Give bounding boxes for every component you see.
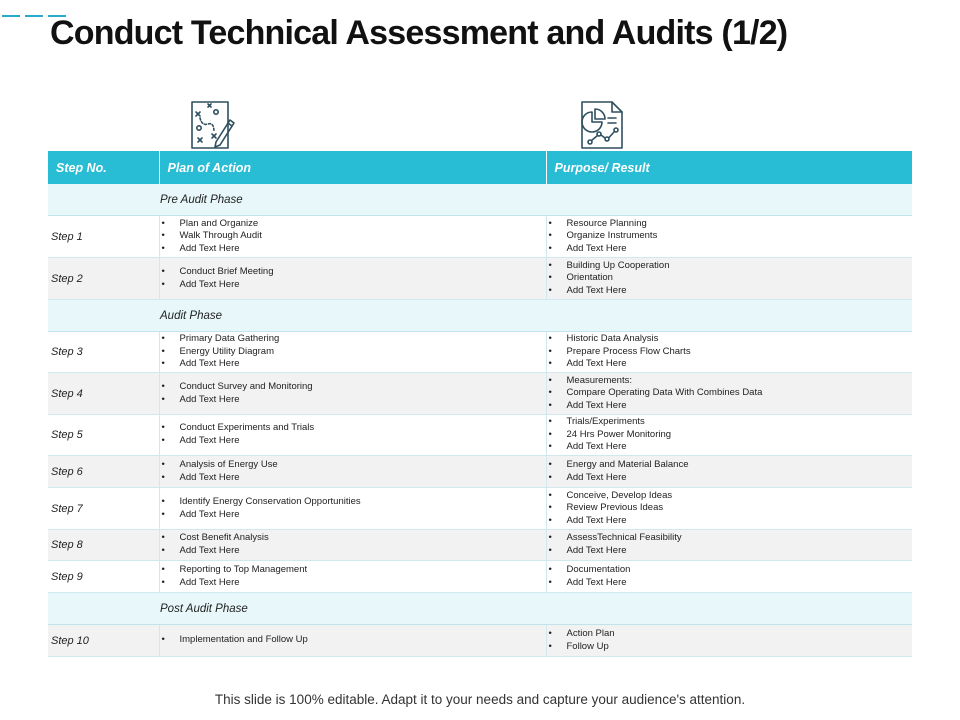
- list-item: • Cost Benefit Analysis: [160, 532, 546, 545]
- bullet-list: [547, 628, 913, 653]
- list-item: • Add Text Here: [547, 545, 913, 558]
- list-item: • Add Text Here: [160, 358, 546, 371]
- phase-label: Audit Phase: [48, 300, 912, 332]
- plan-of-action-cell: [159, 415, 546, 456]
- list-item: • Add Text Here: [547, 515, 913, 528]
- page-title: Conduct Technical Assessment and Audits (1/2): [50, 14, 788, 52]
- step-number: Step 4: [48, 373, 159, 415]
- header-purpose-result: Purpose/ Result: [546, 151, 912, 184]
- plan-of-action-cell: [159, 373, 546, 415]
- list-item: • Add Text Here: [547, 472, 913, 485]
- phase-label: Post Audit Phase: [48, 593, 912, 625]
- phase-label: Pre Audit Phase: [48, 184, 912, 216]
- step-number: Step 7: [48, 488, 159, 530]
- list-item: • Add Text Here: [160, 394, 546, 407]
- list-item: • Add Text Here: [547, 243, 913, 256]
- list-item: • Documentation: [547, 564, 913, 577]
- bullet-list: [160, 496, 546, 521]
- purpose-result-cell: [546, 488, 912, 530]
- table-row: [48, 332, 912, 373]
- list-item: • Add Text Here: [547, 400, 913, 413]
- list-item: • Analysis of Energy Use: [160, 459, 546, 472]
- table-row: [48, 216, 912, 258]
- plan-of-action-cell: [159, 530, 546, 561]
- plan-of-action-cell: [159, 332, 546, 373]
- bullet-list: [160, 381, 546, 406]
- bullet-list: [547, 218, 913, 256]
- table-header-row: [48, 151, 912, 184]
- table-row: [48, 625, 912, 657]
- step-number: Step 6: [48, 456, 159, 488]
- header-plan-of-action: Plan of Action: [159, 151, 546, 184]
- list-item: • Add Text Here: [547, 441, 913, 454]
- list-item: • Reporting to Top Management: [160, 564, 546, 577]
- bullet-list: [547, 333, 913, 371]
- list-item: • Building Up Cooperation: [547, 260, 913, 273]
- bullet-list: [160, 422, 546, 447]
- table-row: [48, 488, 912, 530]
- purpose-result-cell: [546, 258, 912, 300]
- bullet-list: [547, 564, 913, 589]
- table-row: [48, 258, 912, 300]
- list-item: • Review Previous Ideas: [547, 502, 913, 515]
- list-item: • Conduct Brief Meeting: [160, 266, 546, 279]
- purpose-result-cell: [546, 625, 912, 657]
- phase-row: [48, 300, 912, 332]
- list-item: • Add Text Here: [160, 577, 546, 590]
- bullet-list: [160, 333, 546, 371]
- list-item: • Add Text Here: [160, 435, 546, 448]
- bullet-list: [547, 532, 913, 557]
- list-item: • Orientation: [547, 272, 913, 285]
- list-item: • Add Text Here: [160, 509, 546, 522]
- purpose-result-cell: [546, 456, 912, 488]
- phase-row: [48, 593, 912, 625]
- bullet-list: [547, 375, 913, 413]
- step-number: Step 10: [48, 625, 159, 657]
- list-item: • Add Text Here: [547, 358, 913, 371]
- list-item: • Historic Data Analysis: [547, 333, 913, 346]
- list-item: • Conceive, Develop Ideas: [547, 490, 913, 503]
- table-row: [48, 561, 912, 593]
- purpose-result-cell: [546, 373, 912, 415]
- list-item: • Organize Instruments: [547, 230, 913, 243]
- list-item: • Primary Data Gathering: [160, 333, 546, 346]
- purpose-result-cell: [546, 332, 912, 373]
- bullet-list: [547, 459, 913, 484]
- list-item: • 24 Hrs Power Monitoring: [547, 429, 913, 442]
- list-item: • Prepare Process Flow Charts: [547, 346, 913, 359]
- step-number: Step 5: [48, 415, 159, 456]
- list-item: • Conduct Experiments and Trials: [160, 422, 546, 435]
- purpose-result-cell: [546, 216, 912, 258]
- footer-note: This slide is 100% editable. Adapt it to your needs and capture your audience's attention.: [214, 692, 746, 707]
- strategy-plan-icon: [186, 98, 238, 157]
- header-step-no: Step No.: [48, 151, 159, 184]
- bullet-list: [160, 564, 546, 589]
- list-item: • Add Text Here: [160, 472, 546, 485]
- bullet-list: [547, 490, 913, 528]
- list-item: • Add Text Here: [547, 285, 913, 298]
- plan-of-action-cell: [159, 216, 546, 258]
- list-item: • Measurements:: [547, 375, 913, 388]
- bullet-list: [547, 260, 913, 298]
- bullet-list: [160, 218, 546, 256]
- list-item: • Plan and Organize: [160, 218, 546, 231]
- step-number: Step 3: [48, 332, 159, 373]
- step-number: Step 1: [48, 216, 159, 258]
- bullet-list: [160, 532, 546, 557]
- list-item: • Compare Operating Data With Combines Data: [547, 387, 913, 400]
- plan-of-action-cell: [159, 488, 546, 530]
- plan-of-action-cell: [159, 561, 546, 593]
- purpose-result-cell: [546, 530, 912, 561]
- list-item: • Add Text Here: [160, 243, 546, 256]
- bullet-list: [160, 634, 546, 647]
- list-item: • Resource Planning: [547, 218, 913, 231]
- table-row: [48, 456, 912, 488]
- plan-of-action-cell: [159, 258, 546, 300]
- list-item: • Trials/Experiments: [547, 416, 913, 429]
- list-item: • Add Text Here: [160, 545, 546, 558]
- assessment-table: [48, 151, 912, 657]
- list-item: • AssessTechnical Feasibility: [547, 532, 913, 545]
- table-row: [48, 415, 912, 456]
- bullet-list: [160, 459, 546, 484]
- table-row: [48, 373, 912, 415]
- purpose-result-cell: [546, 415, 912, 456]
- list-item: • Follow Up: [547, 641, 913, 654]
- list-item: • Action Plan: [547, 628, 913, 641]
- list-item: • Add Text Here: [547, 577, 913, 590]
- step-number: Step 2: [48, 258, 159, 300]
- list-item: • Energy Utility Diagram: [160, 346, 546, 359]
- table-body: [48, 184, 912, 657]
- report-chart-icon: [572, 98, 628, 157]
- purpose-result-cell: [546, 561, 912, 593]
- step-number: Step 8: [48, 530, 159, 561]
- phase-row: [48, 184, 912, 216]
- list-item: • Add Text Here: [160, 279, 546, 292]
- list-item: • Implementation and Follow Up: [160, 634, 546, 647]
- step-number: Step 9: [48, 561, 159, 593]
- plan-of-action-cell: [159, 456, 546, 488]
- list-item: • Energy and Material Balance: [547, 459, 913, 472]
- bullet-list: [160, 266, 546, 291]
- plan-of-action-cell: [159, 625, 546, 657]
- bullet-list: [547, 416, 913, 454]
- list-item: • Conduct Survey and Monitoring: [160, 381, 546, 394]
- list-item: • Identify Energy Conservation Opportunities: [160, 496, 546, 509]
- list-item: • Walk Through Audit: [160, 230, 546, 243]
- table-row: [48, 530, 912, 561]
